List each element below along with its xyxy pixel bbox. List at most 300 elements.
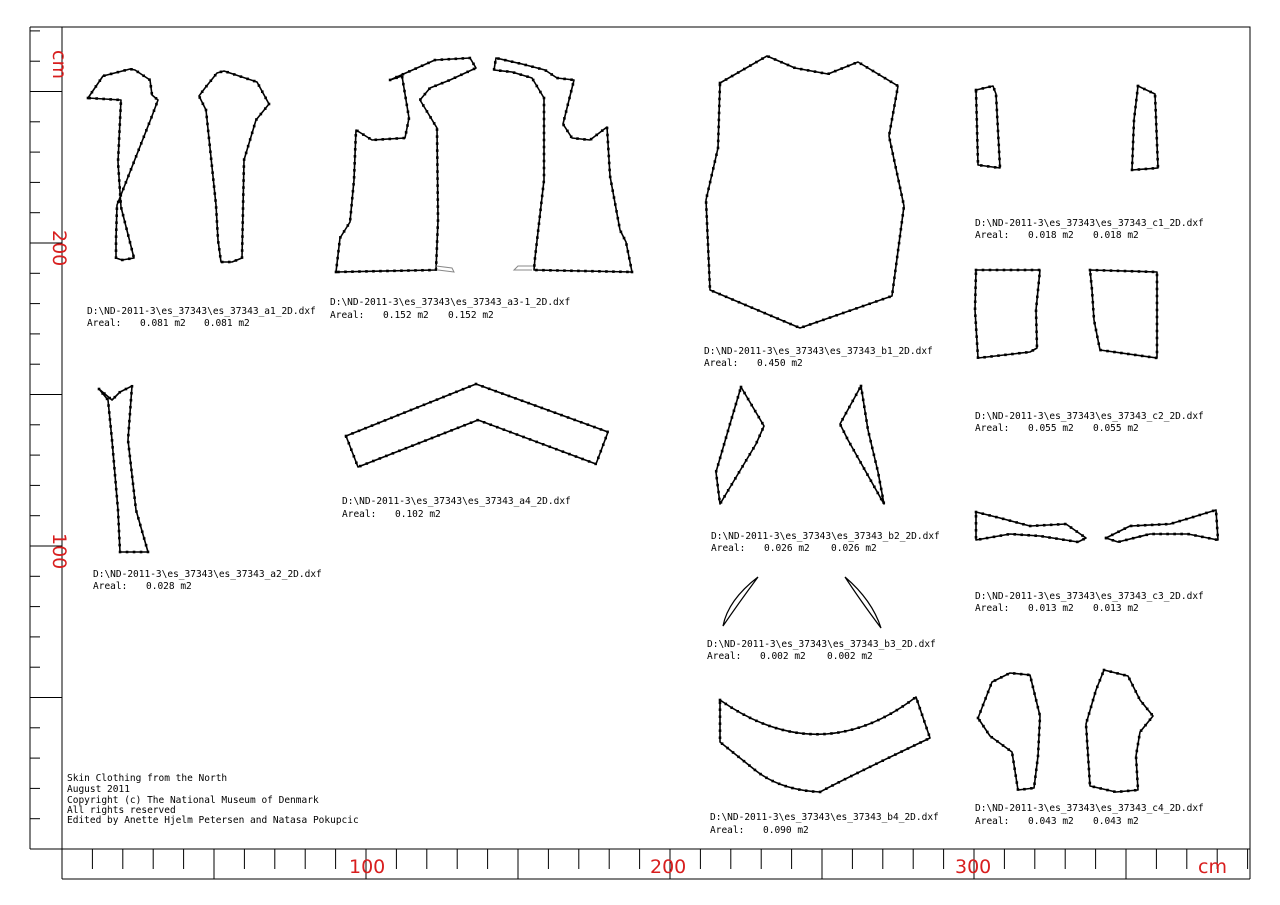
vertex-marker bbox=[455, 58, 458, 61]
vertex-marker bbox=[745, 459, 748, 462]
pattern-label-a3-1 bbox=[330, 297, 570, 321]
vertex-marker bbox=[1009, 519, 1012, 522]
vertex-marker bbox=[834, 70, 837, 73]
vertex-marker bbox=[1145, 168, 1148, 171]
vertex-marker bbox=[739, 389, 742, 392]
vertex-marker bbox=[550, 73, 553, 76]
vertex-marker bbox=[1134, 106, 1137, 109]
vertex-marker bbox=[1007, 748, 1010, 751]
vertex-marker bbox=[869, 765, 872, 768]
vertex-marker bbox=[402, 73, 405, 76]
vertex-marker bbox=[1180, 533, 1183, 536]
pattern-area-label-b1: Areal: bbox=[704, 358, 739, 369]
vertex-marker bbox=[1011, 353, 1014, 356]
vertex-marker bbox=[876, 492, 879, 495]
vertex-marker bbox=[545, 69, 548, 72]
vertex-marker bbox=[431, 437, 434, 440]
vertex-marker bbox=[845, 412, 848, 415]
pattern-label-a4 bbox=[342, 496, 571, 520]
vertex-marker bbox=[565, 110, 568, 113]
vertex-marker bbox=[1034, 775, 1037, 778]
vertex-marker bbox=[242, 207, 245, 210]
vertex-marker bbox=[1137, 743, 1140, 746]
vertex-marker bbox=[982, 269, 985, 272]
vertex-marker bbox=[114, 396, 117, 399]
vertex-marker bbox=[982, 725, 985, 728]
vertex-marker bbox=[539, 208, 542, 211]
vertex-marker bbox=[218, 248, 221, 251]
vertex-marker bbox=[1099, 349, 1102, 352]
vertex-marker bbox=[989, 684, 992, 687]
pattern-area-a1-1: 0.081 m2 bbox=[140, 318, 186, 329]
vertex-marker bbox=[444, 432, 447, 435]
vertex-marker bbox=[890, 80, 893, 83]
vertex-marker bbox=[117, 71, 120, 74]
vertex-marker bbox=[1156, 295, 1159, 298]
vertex-marker bbox=[436, 233, 439, 236]
vertex-marker bbox=[434, 84, 437, 87]
vertex-marker bbox=[466, 71, 469, 74]
vertex-marker bbox=[738, 471, 741, 474]
vertex-marker bbox=[882, 298, 885, 301]
vertex-marker bbox=[137, 149, 140, 152]
vertex-marker bbox=[1156, 309, 1159, 312]
vertex-marker bbox=[581, 458, 584, 461]
vertex-marker bbox=[1037, 289, 1040, 292]
vertex-marker bbox=[921, 713, 924, 716]
vertex-marker bbox=[207, 130, 210, 133]
vertex-marker bbox=[115, 249, 118, 252]
vertex-marker bbox=[389, 79, 392, 82]
vertex-marker bbox=[1149, 718, 1152, 721]
vertex-marker bbox=[843, 430, 846, 433]
vertex-marker bbox=[1088, 768, 1091, 771]
vertex-marker bbox=[1132, 141, 1135, 144]
vertex-marker bbox=[358, 270, 361, 273]
vertex-marker bbox=[629, 264, 632, 267]
vertex-marker bbox=[809, 323, 812, 326]
vertex-marker bbox=[509, 431, 512, 434]
vertex-marker bbox=[352, 183, 355, 186]
vertex-marker bbox=[1185, 518, 1188, 521]
vertex-marker bbox=[353, 455, 356, 458]
vertex-marker bbox=[721, 742, 724, 745]
pattern-area-label-a1: Areal: bbox=[87, 318, 122, 329]
vertex-marker bbox=[216, 220, 219, 223]
vertex-marker bbox=[997, 130, 1000, 133]
pattern-path-b4: D:\ND-2011-3\es_37343\es_37343_b4_2D.dxf bbox=[710, 812, 939, 823]
vertex-marker bbox=[759, 773, 762, 776]
vertex-marker bbox=[727, 489, 730, 492]
vertex-marker bbox=[837, 731, 840, 734]
vertex-marker bbox=[719, 699, 722, 702]
vertex-marker bbox=[372, 270, 375, 273]
vertex-marker bbox=[982, 87, 985, 90]
vertex-marker bbox=[249, 138, 252, 141]
vertex-marker bbox=[835, 314, 838, 317]
vertex-marker bbox=[542, 181, 545, 184]
vertex-marker bbox=[117, 509, 120, 512]
vertex-marker bbox=[708, 278, 711, 281]
vertex-marker bbox=[133, 551, 136, 554]
vertex-marker bbox=[707, 250, 710, 253]
vertex-marker bbox=[975, 269, 978, 272]
vertex-marker bbox=[120, 102, 123, 105]
vertex-marker bbox=[1138, 270, 1141, 273]
vertex-marker bbox=[508, 395, 511, 398]
vertex-marker bbox=[1035, 310, 1038, 313]
vertex-marker bbox=[1092, 308, 1095, 311]
vertex-marker bbox=[354, 134, 357, 137]
vertex-marker bbox=[1035, 303, 1038, 306]
vertex-marker bbox=[851, 400, 854, 403]
vertex-marker bbox=[1154, 109, 1157, 112]
vertex-marker bbox=[113, 460, 116, 463]
vertex-marker bbox=[776, 317, 779, 320]
vertex-marker bbox=[1038, 734, 1041, 737]
vertex-marker bbox=[1134, 789, 1137, 792]
pattern-area-b3-2: 0.002 m2 bbox=[827, 651, 873, 662]
vertex-marker bbox=[1000, 534, 1003, 537]
vertex-marker bbox=[128, 448, 131, 451]
vertex-marker bbox=[1132, 127, 1135, 130]
vertex-marker bbox=[709, 181, 712, 184]
vertex-marker bbox=[1136, 92, 1139, 95]
vertex-marker bbox=[118, 537, 121, 540]
vertex-marker bbox=[1036, 344, 1039, 347]
vertex-marker bbox=[435, 268, 438, 271]
vertex-marker bbox=[1031, 269, 1034, 272]
left-ruler-ticks bbox=[30, 31, 62, 849]
vertex-marker bbox=[1113, 790, 1116, 793]
vertex-marker bbox=[825, 787, 828, 790]
vertex-marker bbox=[731, 483, 734, 486]
pattern-label-a2 bbox=[93, 569, 322, 592]
vertex-marker bbox=[900, 750, 903, 753]
vertex-marker bbox=[436, 177, 439, 180]
vertex-marker bbox=[1155, 357, 1158, 360]
vertex-marker bbox=[356, 130, 359, 133]
vertex-marker bbox=[1131, 155, 1134, 158]
vertex-marker bbox=[705, 208, 708, 211]
vertex-marker bbox=[1025, 351, 1028, 354]
vertex-marker bbox=[928, 733, 931, 736]
vertex-marker bbox=[516, 433, 519, 436]
pattern-label-b4 bbox=[710, 812, 939, 836]
vertex-marker bbox=[220, 71, 223, 74]
pattern-area-label-a2: Areal: bbox=[93, 581, 128, 592]
vertex-marker bbox=[128, 427, 131, 430]
vertex-marker bbox=[846, 437, 849, 440]
pattern-area-label-c2: Areal: bbox=[975, 423, 1010, 434]
vertex-marker bbox=[896, 256, 899, 259]
vertex-marker bbox=[1035, 323, 1038, 326]
vertex-marker bbox=[488, 387, 491, 390]
vertex-marker bbox=[975, 118, 978, 121]
vertex-marker bbox=[1038, 275, 1041, 278]
vertex-marker bbox=[1090, 706, 1093, 709]
vertex-marker bbox=[549, 269, 552, 272]
vertex-marker bbox=[1032, 686, 1035, 689]
vertex-marker bbox=[822, 319, 825, 322]
vertex-marker bbox=[351, 432, 354, 435]
vertex-marker bbox=[1038, 713, 1041, 716]
vertex-marker bbox=[408, 117, 411, 120]
vertex-marker bbox=[117, 523, 120, 526]
vertex-marker bbox=[719, 722, 722, 725]
vertex-marker bbox=[543, 104, 546, 107]
vertex-marker bbox=[419, 98, 422, 101]
vertex-marker bbox=[436, 156, 439, 159]
vertex-marker bbox=[768, 725, 771, 728]
vertex-marker bbox=[1017, 788, 1020, 791]
vertex-marker bbox=[718, 119, 721, 122]
vertex-marker bbox=[400, 269, 403, 272]
vertex-marker bbox=[499, 69, 502, 72]
vertex-marker bbox=[437, 434, 440, 437]
vertex-marker bbox=[145, 544, 148, 547]
vertex-marker bbox=[255, 118, 258, 121]
vertex-marker bbox=[402, 83, 405, 86]
vertex-marker bbox=[901, 221, 904, 224]
vertex-marker bbox=[780, 61, 783, 64]
vertex-marker bbox=[115, 235, 118, 238]
vertex-marker bbox=[923, 720, 926, 723]
vertex-marker bbox=[395, 76, 398, 79]
vertex-marker bbox=[758, 434, 761, 437]
vertex-marker bbox=[719, 715, 722, 718]
vertex-marker bbox=[372, 460, 375, 463]
vertex-marker bbox=[995, 516, 998, 519]
vertex-marker bbox=[608, 169, 611, 172]
vertex-marker bbox=[577, 270, 580, 273]
vertex-marker bbox=[119, 116, 122, 119]
vertex-marker bbox=[882, 501, 885, 504]
vertex-marker bbox=[1131, 684, 1134, 687]
vertex-marker bbox=[827, 72, 830, 75]
vertex-marker bbox=[1138, 696, 1141, 699]
vertex-marker bbox=[566, 130, 569, 133]
vertex-marker bbox=[623, 237, 626, 240]
vertex-marker bbox=[1035, 330, 1038, 333]
vertex-marker bbox=[705, 215, 708, 218]
vertex-marker bbox=[1156, 337, 1159, 340]
vertex-marker bbox=[705, 201, 708, 204]
vertex-marker bbox=[116, 502, 119, 505]
pattern-label-c4 bbox=[975, 803, 1204, 827]
vertex-marker bbox=[1041, 535, 1044, 538]
vertex-marker bbox=[899, 187, 902, 190]
vertex-marker bbox=[103, 74, 106, 77]
vertex-marker bbox=[433, 122, 436, 125]
vertex-marker bbox=[707, 243, 710, 246]
vertex-marker bbox=[1035, 768, 1038, 771]
vertex-marker bbox=[511, 60, 514, 63]
vertex-marker bbox=[406, 124, 409, 127]
vertex-marker bbox=[472, 63, 475, 66]
vertex-marker bbox=[889, 712, 892, 715]
vertex-marker bbox=[548, 445, 551, 448]
credits-line-editors: Edited by Anette Hjelm Petersen and Natasa Pokupcic bbox=[67, 815, 359, 826]
vertex-marker bbox=[727, 430, 730, 433]
vertex-marker bbox=[894, 270, 897, 273]
vertex-marker bbox=[118, 544, 121, 547]
vertex-marker bbox=[1013, 533, 1016, 536]
vertex-marker bbox=[1086, 740, 1089, 743]
vertex-marker bbox=[627, 250, 630, 253]
credits-block bbox=[67, 773, 359, 826]
vertex-marker bbox=[1208, 537, 1211, 540]
vertex-marker bbox=[1133, 113, 1136, 116]
vertex-marker bbox=[1018, 352, 1021, 355]
vertex-marker bbox=[563, 117, 566, 120]
vertex-marker bbox=[1125, 539, 1128, 542]
vertex-marker bbox=[975, 97, 978, 100]
vertex-marker bbox=[365, 270, 368, 273]
vertex-marker bbox=[975, 335, 978, 338]
vertex-marker bbox=[982, 704, 985, 707]
vertex-marker bbox=[1088, 775, 1091, 778]
vertex-marker bbox=[816, 733, 819, 736]
vertex-marker bbox=[117, 158, 120, 161]
vertex-marker bbox=[706, 236, 709, 239]
vertex-marker bbox=[358, 430, 361, 433]
vertex-marker bbox=[241, 242, 244, 245]
vertex-marker bbox=[449, 393, 452, 396]
vertex-marker bbox=[150, 85, 153, 88]
vertex-marker bbox=[875, 300, 878, 303]
vertex-marker bbox=[568, 97, 571, 100]
vertex-marker bbox=[1069, 539, 1072, 542]
vertex-marker bbox=[450, 429, 453, 432]
vertex-marker bbox=[1003, 269, 1006, 272]
vertex-marker bbox=[1205, 512, 1208, 515]
vertex-marker bbox=[1156, 323, 1159, 326]
vertex-marker bbox=[619, 270, 622, 273]
vertex-marker bbox=[130, 399, 133, 402]
vertex-marker bbox=[1135, 99, 1138, 102]
vertex-marker bbox=[99, 79, 102, 82]
vertex-marker bbox=[119, 551, 122, 554]
vertex-marker bbox=[130, 469, 133, 472]
vertex-marker bbox=[866, 426, 869, 429]
vertex-marker bbox=[384, 419, 387, 422]
pattern-path-c4: D:\ND-2011-3\es_37343\es_37343_c4_2D.dxf bbox=[975, 803, 1204, 814]
vertex-marker bbox=[381, 138, 384, 141]
vertex-marker bbox=[1131, 162, 1134, 165]
vertex-marker bbox=[1034, 534, 1037, 537]
vertex-marker bbox=[226, 71, 229, 74]
vertex-marker bbox=[980, 164, 983, 167]
pattern-area-label-b3: Areal: bbox=[707, 651, 742, 662]
vertex-marker bbox=[1006, 533, 1009, 536]
vertex-marker bbox=[135, 155, 138, 158]
vertex-marker bbox=[137, 517, 140, 520]
vertex-marker bbox=[850, 775, 853, 778]
vertex-marker bbox=[771, 780, 774, 783]
vertex-marker bbox=[866, 473, 869, 476]
vertex-marker bbox=[410, 409, 413, 412]
vertex-marker bbox=[489, 423, 492, 426]
vertex-marker bbox=[1140, 729, 1143, 732]
vertex-marker bbox=[881, 495, 884, 498]
vertex-marker bbox=[435, 254, 438, 257]
vertex-marker bbox=[1055, 537, 1058, 540]
vertex-marker bbox=[398, 449, 401, 452]
vertex-marker bbox=[556, 269, 559, 272]
vertex-marker bbox=[916, 700, 919, 703]
vertex-marker bbox=[1158, 523, 1161, 526]
vertex-marker bbox=[609, 176, 612, 179]
vertex-marker bbox=[997, 137, 1000, 140]
vertex-marker bbox=[761, 57, 764, 60]
vertex-marker bbox=[1117, 530, 1120, 533]
pattern-area-label-a4: Areal: bbox=[342, 509, 377, 520]
vertex-marker bbox=[878, 73, 881, 76]
vertex-marker bbox=[428, 269, 431, 272]
vertex-marker bbox=[849, 443, 852, 446]
vertex-marker bbox=[422, 104, 425, 107]
vertex-marker bbox=[1130, 525, 1133, 528]
vertex-marker bbox=[975, 104, 978, 107]
vertex-marker bbox=[1033, 692, 1036, 695]
vertex-marker bbox=[447, 79, 450, 82]
vertex-marker bbox=[853, 62, 856, 65]
vertex-marker bbox=[593, 426, 596, 429]
vertex-marker bbox=[354, 141, 357, 144]
vertex-marker bbox=[1030, 679, 1033, 682]
vertex-marker bbox=[1154, 102, 1157, 105]
vertex-marker bbox=[890, 145, 893, 148]
vertex-marker bbox=[1136, 778, 1139, 781]
left-ruler-label-200: 200 bbox=[48, 230, 70, 267]
vertex-marker bbox=[128, 420, 131, 423]
vertex-marker bbox=[351, 270, 354, 273]
vertex-marker bbox=[347, 224, 350, 227]
vertex-marker bbox=[863, 467, 866, 470]
vertex-marker bbox=[139, 524, 142, 527]
vertex-marker bbox=[554, 411, 557, 414]
vertex-marker bbox=[504, 59, 507, 62]
vertex-marker bbox=[241, 256, 244, 259]
vertex-marker bbox=[98, 388, 101, 391]
vertex-marker bbox=[974, 300, 977, 303]
vertex-marker bbox=[996, 740, 999, 743]
vertex-marker bbox=[856, 772, 859, 775]
vertex-marker bbox=[108, 397, 111, 400]
vertex-marker bbox=[125, 227, 128, 230]
vertex-marker bbox=[709, 285, 712, 288]
vertex-marker bbox=[717, 491, 720, 494]
vertex-marker bbox=[600, 428, 603, 431]
vertex-marker bbox=[977, 356, 980, 359]
vertex-marker bbox=[374, 138, 377, 141]
vertex-marker bbox=[337, 271, 340, 274]
vertex-marker bbox=[990, 736, 993, 739]
vertex-marker bbox=[95, 97, 98, 100]
vertex-marker bbox=[736, 710, 739, 713]
vertex-marker bbox=[888, 132, 891, 135]
vertex-marker bbox=[869, 440, 872, 443]
vertex-marker bbox=[995, 102, 998, 105]
vertex-marker bbox=[115, 488, 118, 491]
vertex-marker bbox=[541, 195, 544, 198]
vertex-marker bbox=[1156, 344, 1159, 347]
vertex-marker bbox=[715, 477, 718, 480]
vertex-marker bbox=[118, 179, 121, 182]
vertex-marker bbox=[997, 354, 1000, 357]
vertex-marker bbox=[377, 422, 380, 425]
